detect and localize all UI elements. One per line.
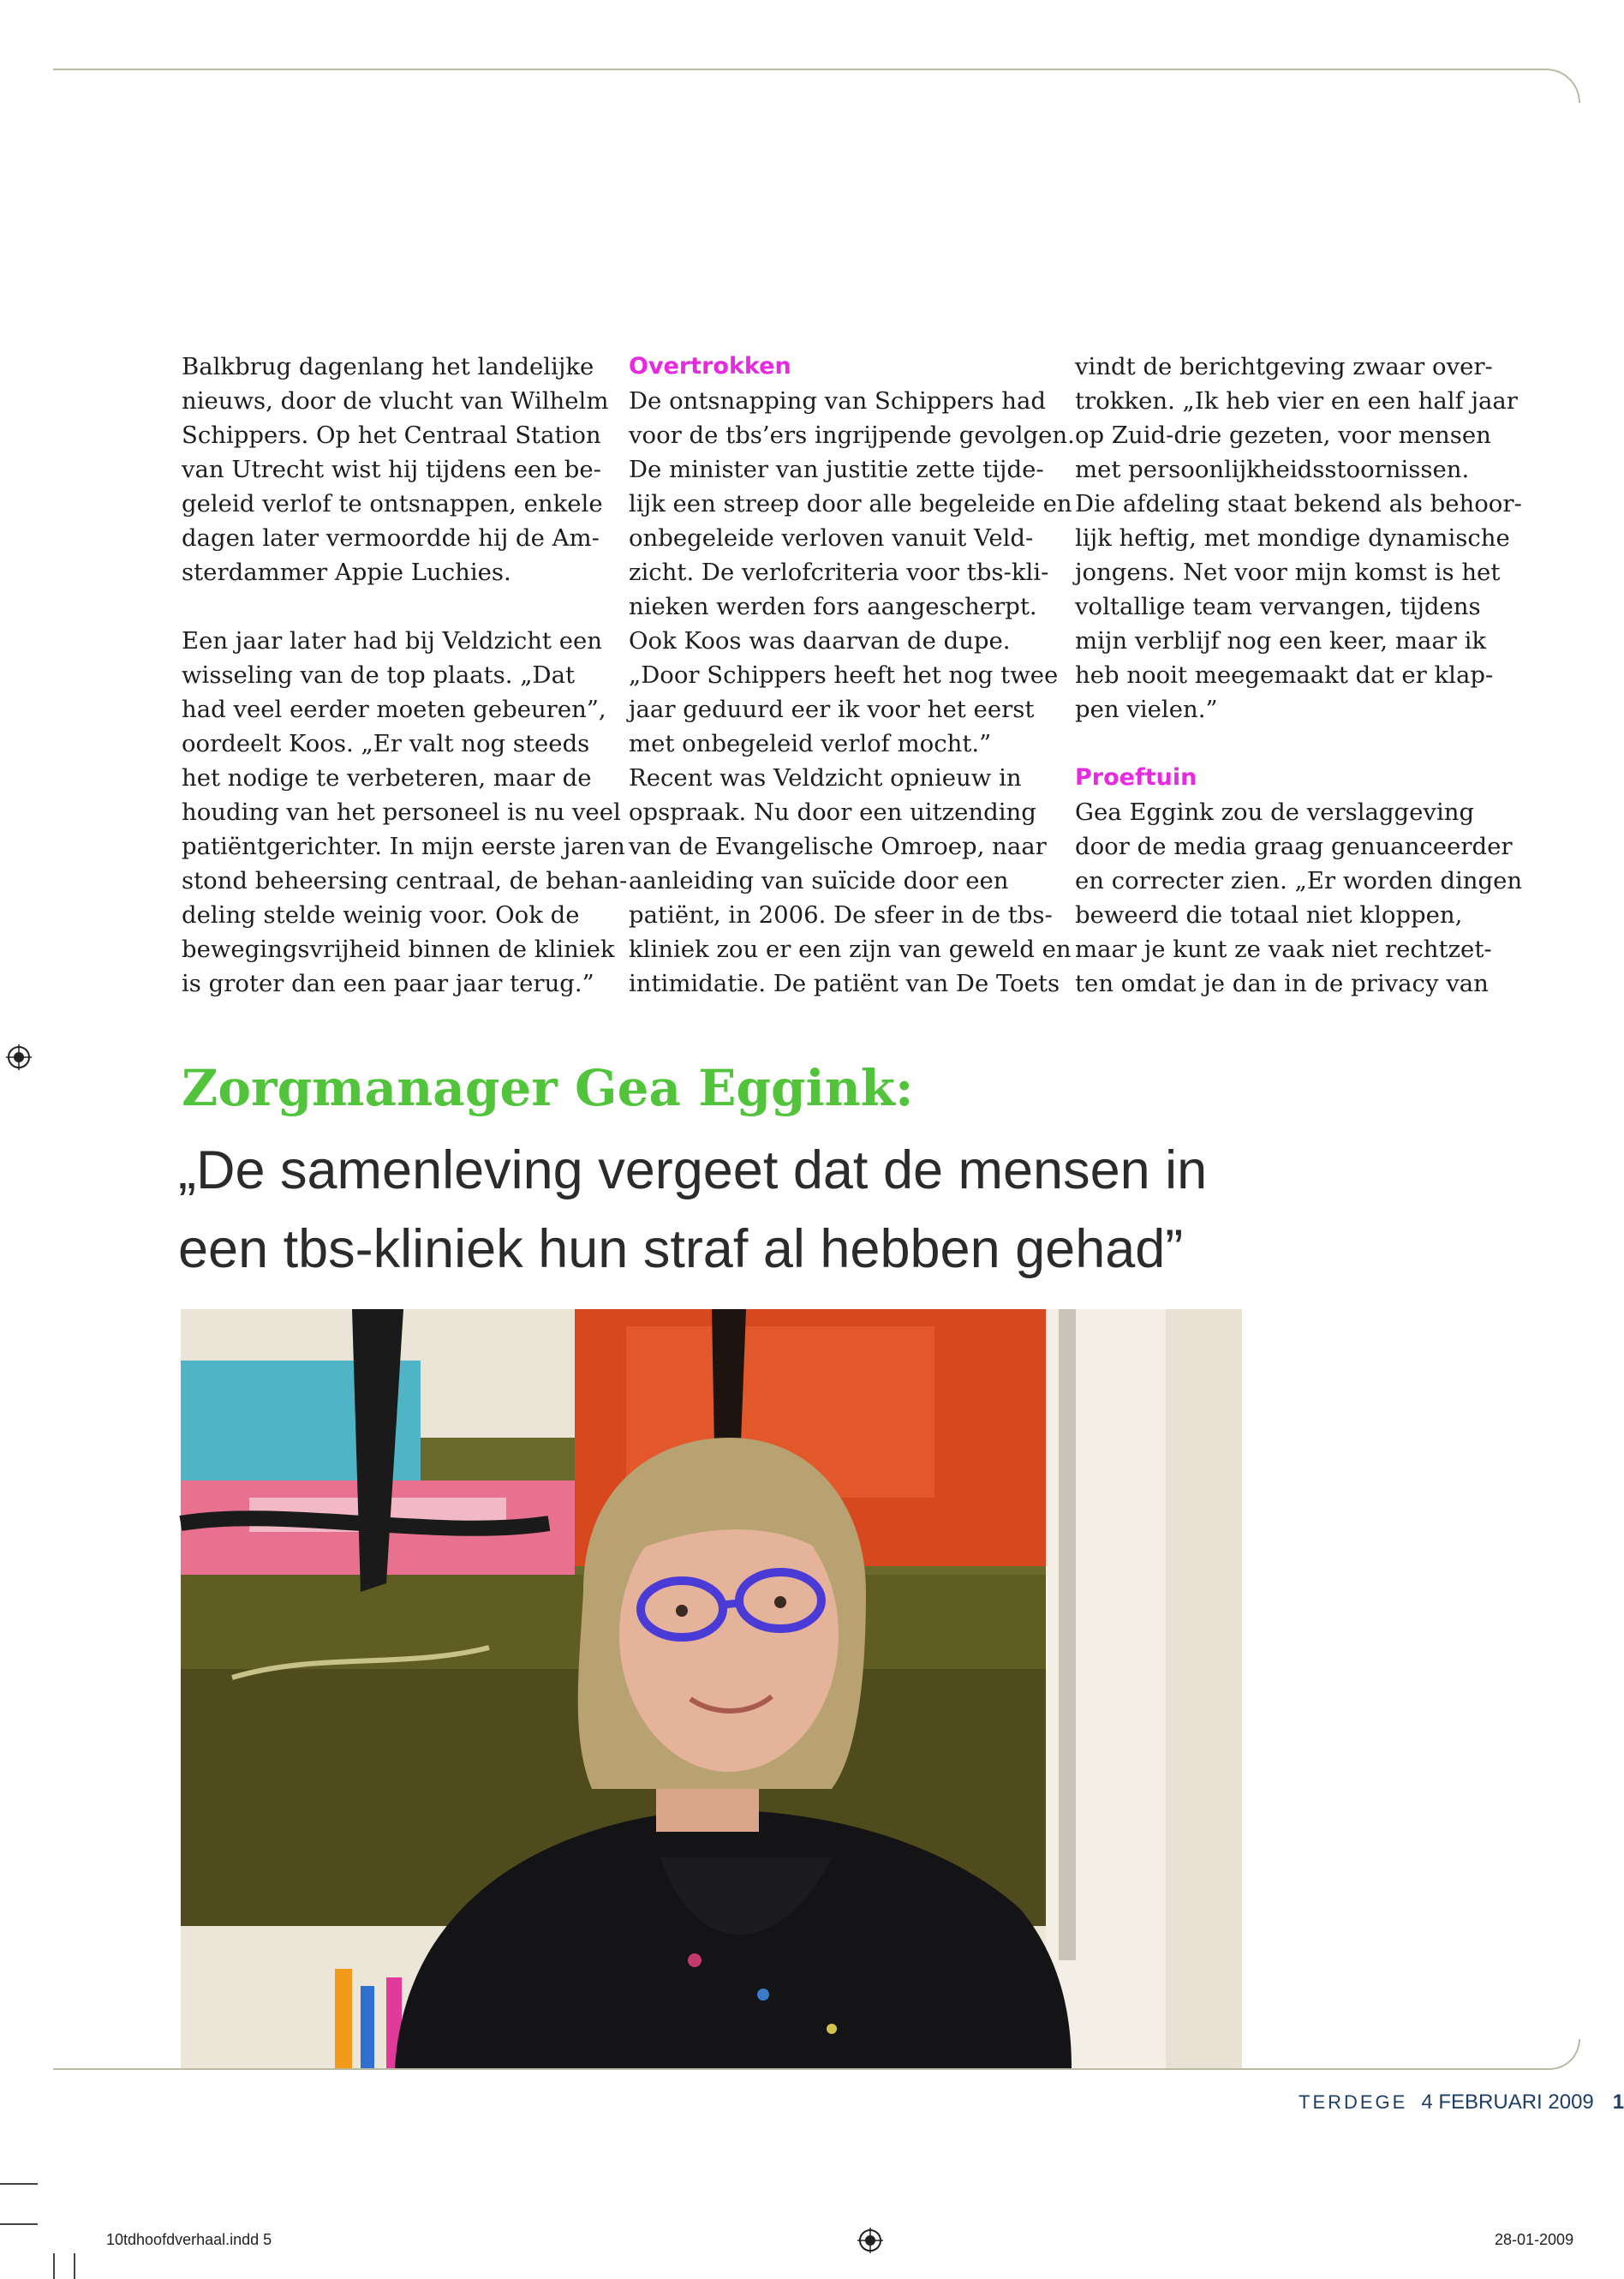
pull-quote-line: „De samenleving vergeet dat de mensen in: [178, 1140, 1208, 1200]
text-line: met onbegeleid verlof mocht.”: [629, 730, 992, 757]
text-line: het nodige te verbeteren, maar de: [182, 764, 592, 792]
page-trim-bottom: [53, 2039, 1580, 2070]
text-line: nieuws, door de vlucht van Wilhelm: [182, 387, 609, 415]
subheading-overtrokken: Overtrokken: [629, 353, 791, 380]
paragraph-gap: [1075, 727, 1495, 761]
text-line: voltallige team vervangen, tijdens: [1075, 593, 1481, 620]
text-line: stond beheersing centraal, de behan-: [182, 867, 628, 894]
text-line: patiëntgerichter. In mijn eerste jaren: [182, 833, 625, 860]
text-line: zicht. De verlofcriteria voor tbs-kli-: [629, 559, 1049, 586]
crop-mark: [74, 2253, 75, 2279]
text-line: deling stelde weinig voor. Ook de: [182, 901, 580, 929]
text-line: De ontsnapping van Schippers had: [629, 387, 1046, 415]
text-line: Die afdeling staat bekend als behoor-: [1075, 490, 1522, 517]
magazine-name: TERDEGE: [1299, 2091, 1408, 2113]
text-line: had veel eerder moeten gebeuren”,: [182, 696, 606, 723]
text-line: Recent was Veldzicht opnieuw in: [629, 764, 1022, 792]
pull-quote: [178, 1131, 1207, 1289]
subheading-proeftuin: Proeftuin: [1075, 764, 1197, 791]
text-line: maar je kunt ze vaak niet rechtzet-: [1075, 936, 1492, 963]
text-line: vindt de berichtgeving zwaar over-: [1075, 353, 1493, 380]
text-line: Schippers. Op het Centraal Station: [182, 422, 601, 449]
text-line: intimidatie. De patiënt van De Toets: [629, 970, 1060, 997]
text-line: bewegingsvrijheid binnen de kliniek: [182, 936, 615, 963]
text-line: oordeelt Koos. „Er valt nog steeds: [182, 730, 590, 757]
text-line: patiënt, in 2006. De sfeer in de tbs-: [629, 901, 1053, 929]
text-line: onbegeleide verloven vanuit Veld-: [629, 524, 1034, 552]
text-line: ten omdat je dan in de privacy van: [1075, 970, 1489, 997]
text-line: geleid verlof te ontsnappen, enkele: [182, 490, 603, 517]
text-line: nieken werden fors aangescherpt.: [629, 593, 1037, 620]
text-line: beweerd die totaal niet kloppen,: [1075, 901, 1463, 929]
crop-mark: [0, 2223, 38, 2225]
slug-date: 28-01-2009: [1495, 2231, 1574, 2248]
page-number: 1: [1612, 2091, 1624, 2114]
text-line: aanleiding van suïcide door een: [629, 867, 1009, 894]
text-line: „Door Schippers heeft het nog twee: [629, 661, 1059, 689]
text-line: Een jaar later had bij Veldzicht een: [182, 627, 602, 655]
crop-mark: [53, 2253, 55, 2279]
crop-mark: [0, 2183, 38, 2185]
paragraph-gap: [182, 589, 601, 624]
text-line: van Utrecht wist hij tijdens een be-: [182, 456, 601, 483]
text-line: pen vielen.”: [1075, 696, 1218, 723]
page-footer: [1299, 2091, 1624, 2115]
text-line: heb nooit meegemaakt dat er klap-: [1075, 661, 1494, 689]
text-line: opspraak. Nu door een uitzending: [629, 799, 1036, 826]
text-line: voor de tbs’ers ingrijpende gevolgen.: [629, 422, 1075, 449]
text-line: Balkbrug dagenlang het landelijke: [182, 353, 594, 380]
text-line: wisseling van de top plaats. „Dat: [182, 661, 576, 689]
text-line: sterdammer Appie Luchies.: [182, 559, 511, 586]
text-line: De minister van justitie zette tijde-: [629, 456, 1044, 483]
pull-quote-line: een tbs-kliniek hun straf al hebben gehad”: [178, 1219, 1184, 1279]
text-line: Ook Koos was daarvan de dupe.: [629, 627, 1011, 655]
text-line: trokken. „Ik heb vier en een half jaar: [1075, 387, 1518, 415]
registration-mark-icon: [857, 2228, 883, 2253]
text-line: lijk heftig, met mondige dynamische: [1075, 524, 1510, 552]
text-line: dagen later vermoordde hij de Am-: [182, 524, 600, 552]
article-column-1: [182, 350, 628, 1001]
article-column-2: [629, 350, 1075, 1001]
text-line: Gea Eggink zou de verslaggeving: [1075, 799, 1475, 826]
text-line: jaar geduurd eer ik voor het eerst: [629, 696, 1035, 723]
text-line: van de Evangelische Omroep, naar: [629, 833, 1047, 860]
registration-mark-icon: [6, 1044, 32, 1070]
headline: Zorgmanager Gea Eggink:: [182, 1059, 914, 1117]
text-line: en correcter zien. „Er worden dingen: [1075, 867, 1523, 894]
text-line: jongens. Net voor mijn komst is het: [1075, 559, 1501, 586]
article-column-3: [1075, 350, 1523, 1001]
text-line: met persoonlijkheidsstoornissen.: [1075, 456, 1470, 483]
text-line: door de media graag genuanceerder: [1075, 833, 1513, 860]
text-line: op Zuid-drie gezeten, voor mensen: [1075, 422, 1491, 449]
text-line: mijn verblijf nog een keer, maar ik: [1075, 627, 1487, 655]
issue-date: 4 FEBRUARI 2009: [1421, 2091, 1594, 2114]
text-line: kliniek zou er een zijn van geweld en: [629, 936, 1072, 963]
portrait-photo: [181, 1309, 1242, 2068]
slug-filename: 10tdhoofdverhaal.indd 5: [106, 2231, 272, 2248]
text-line: lijk een streep door alle begeleide en: [629, 490, 1072, 517]
portrait-photo-illustration: [181, 1309, 1242, 2068]
text-line: is groter dan een paar jaar terug.”: [182, 970, 594, 997]
page-trim-top: [53, 69, 1580, 103]
text-line: houding van het personeel is nu veel: [182, 799, 621, 826]
